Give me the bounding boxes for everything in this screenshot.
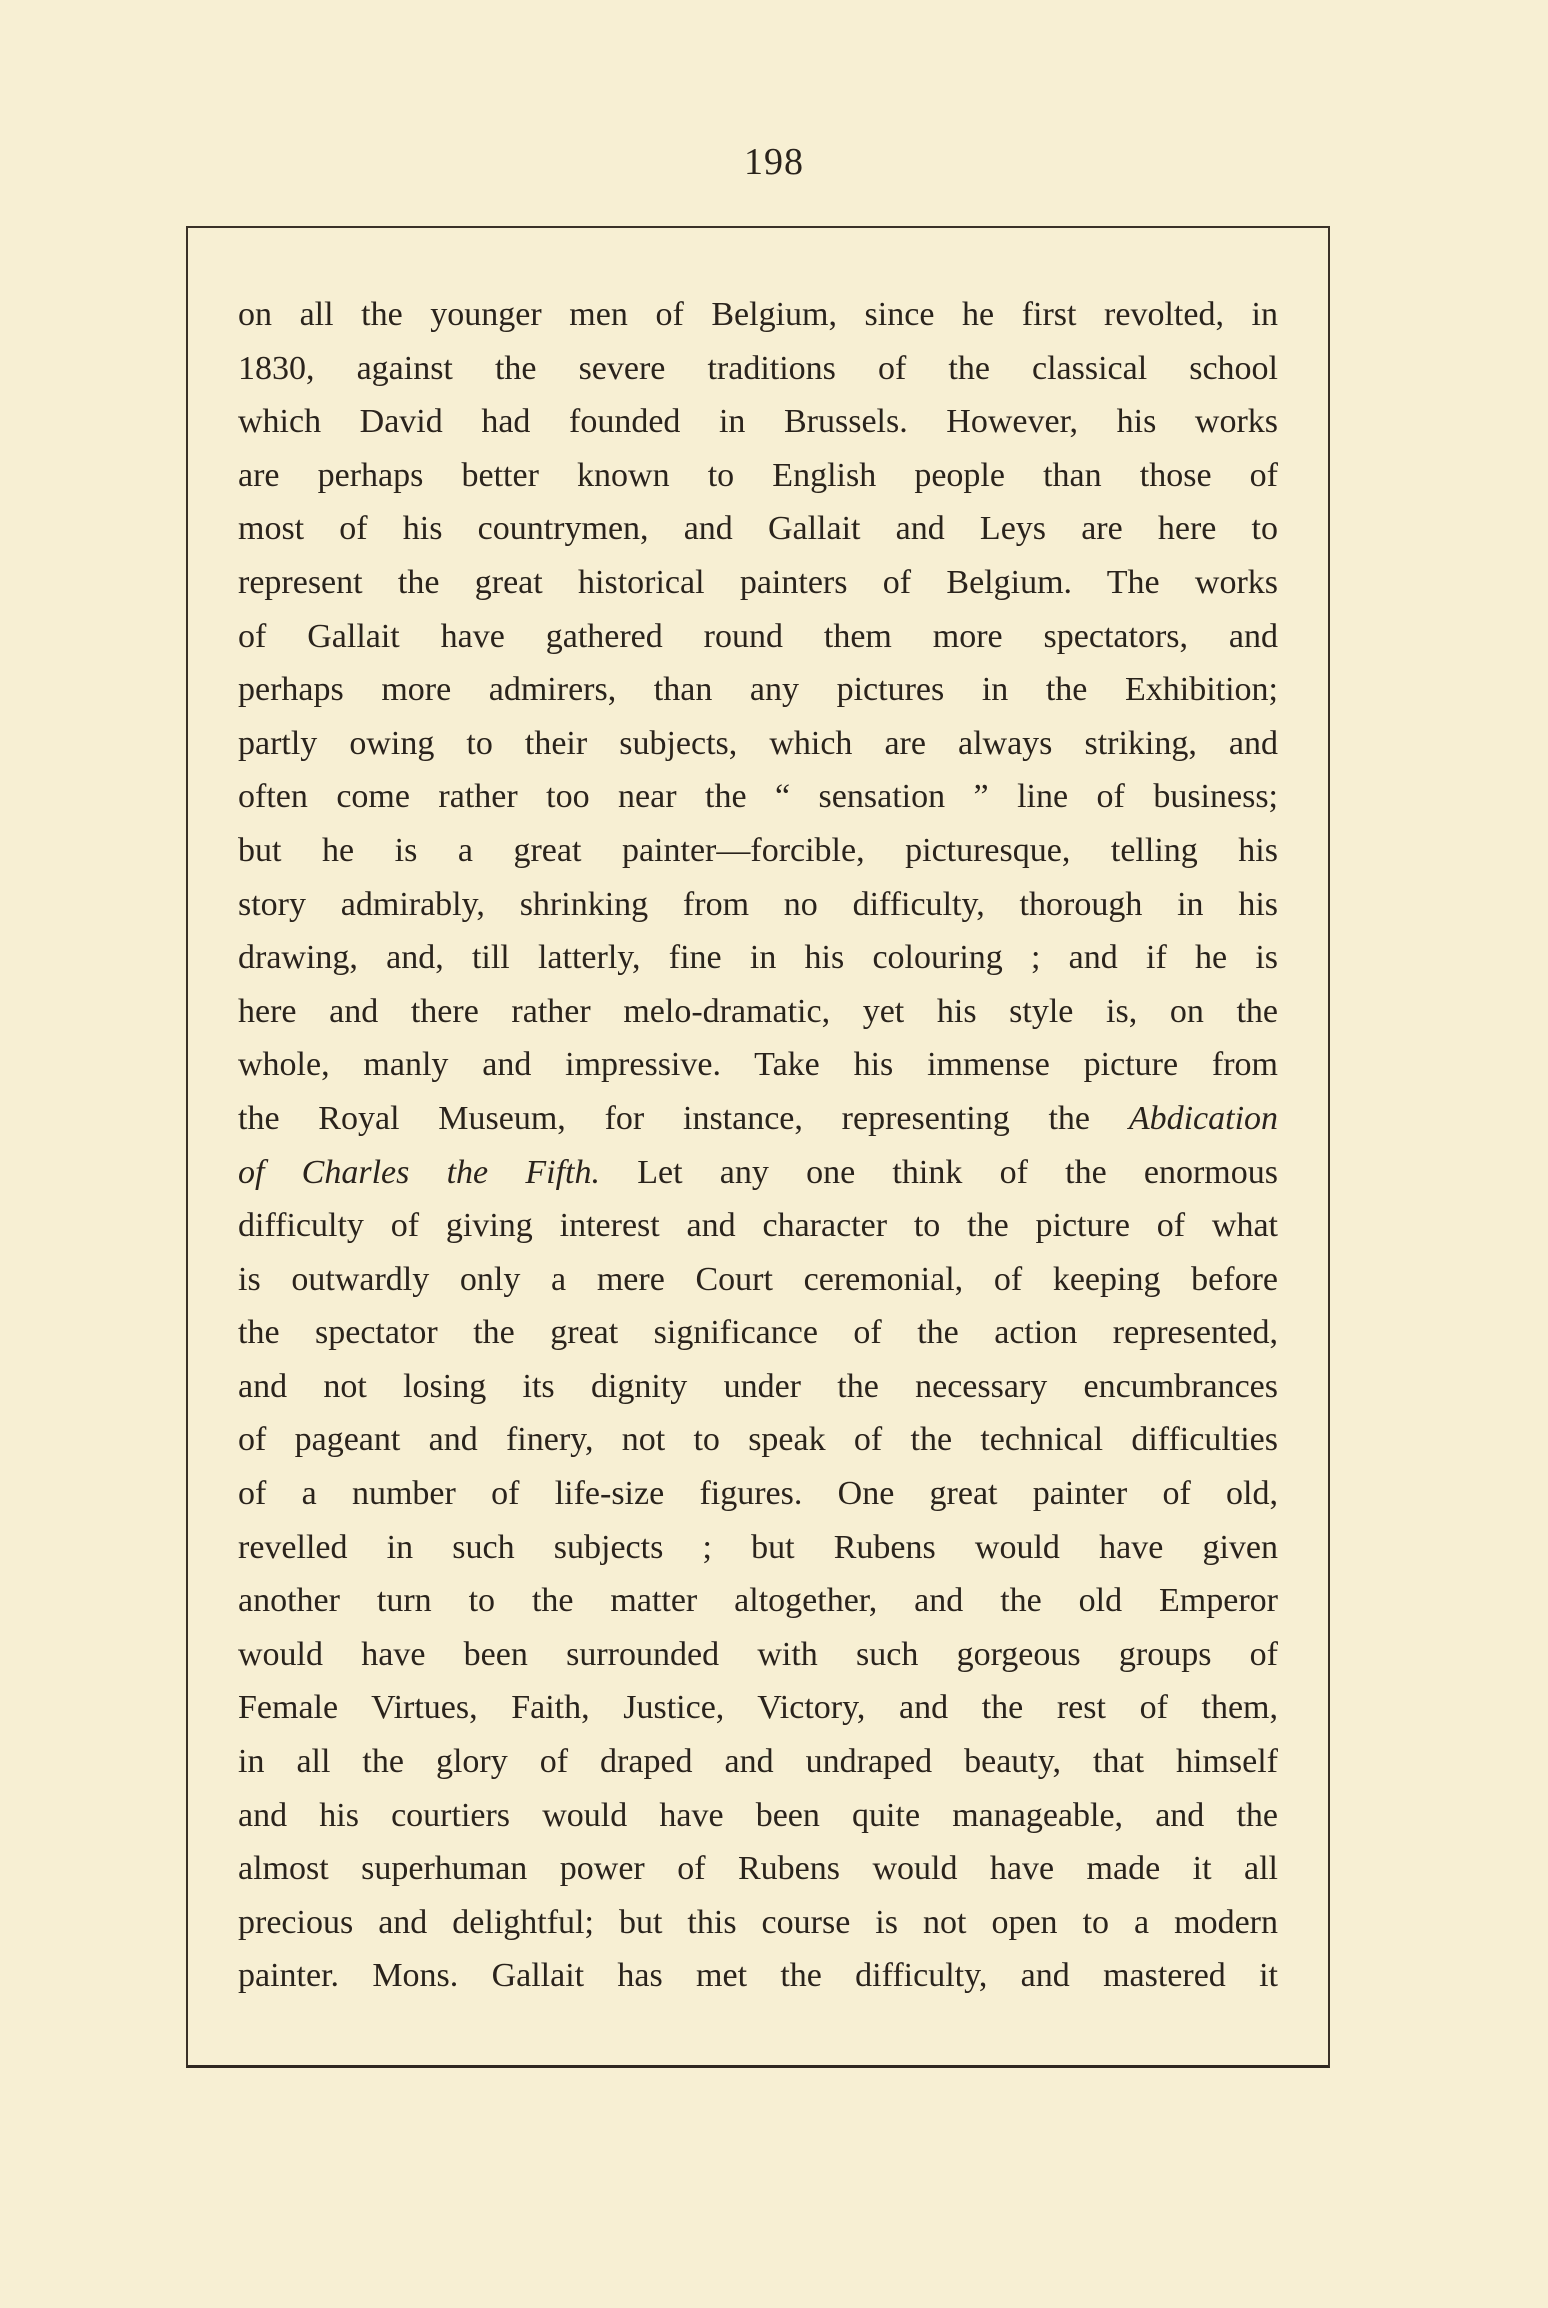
text-line: is outwardly only a mere Court ceremonial, of keeping before bbox=[238, 1260, 1278, 1298]
text-line: difficulty of giving interest and character to the picture of what bbox=[238, 1207, 1278, 1245]
text-line: in all the glory of draped and undraped beauty, that himself bbox=[238, 1743, 1278, 1781]
text-line: almost superhuman power of Rubens would have made it all bbox=[238, 1850, 1278, 1888]
text-line: revelled in such subjects ; but Rubens would have given bbox=[238, 1528, 1278, 1566]
text-line: most of his countrymen, and Gallait and Leys are here to bbox=[238, 510, 1278, 548]
text-line: here and there rather melo-dramatic, yet his style is, on the bbox=[238, 992, 1278, 1030]
text-line: of Gallait have gathered round them more spectators, and bbox=[238, 617, 1278, 655]
text-line: represent the great historical painters of Belgium. The works bbox=[238, 563, 1278, 601]
text-line: the spectator the great significance of the action represented, bbox=[238, 1314, 1278, 1352]
body-text bbox=[238, 288, 1278, 2003]
text-segment: the Royal Museum, for instance, representing the bbox=[238, 1099, 1091, 1137]
italic-title-segment: Abdication bbox=[1128, 1099, 1278, 1137]
text-line: precious and delightful; but this course is not open to a modern bbox=[238, 1903, 1278, 1941]
text-line: of a number of life-size figures. One great painter of old, bbox=[238, 1475, 1278, 1513]
text-line: are perhaps better known to English people than those of bbox=[238, 456, 1278, 494]
text-line: drawing, and, till latterly, fine in his colouring ; and if he is bbox=[238, 939, 1278, 977]
text-line: painter. Mons. Gallait has met the difficulty, and mastered it bbox=[238, 1957, 1278, 1995]
text-line: another turn to the matter altogether, and the old Emperor bbox=[238, 1582, 1278, 1620]
text-line: and his courtiers would have been quite manageable, and the bbox=[238, 1796, 1278, 1834]
page-number: 198 bbox=[744, 141, 804, 183]
text-line: 1830, against the severe traditions of the classical school bbox=[238, 349, 1278, 387]
text-line: Female Virtues, Faith, Justice, Victory, and the rest of them, bbox=[238, 1689, 1278, 1727]
text-line: but he is a great painter—forcible, picturesque, telling his bbox=[238, 831, 1278, 869]
text-line: often come rather too near the “ sensation ” line of business; bbox=[238, 778, 1278, 816]
text-line: partly owing to their subjects, which are always striking, and bbox=[238, 724, 1278, 762]
text-segment: Let any one think of the enormous bbox=[637, 1153, 1278, 1191]
text-line: story admirably, shrinking from no difficulty, thorough in his bbox=[238, 885, 1278, 923]
text-line bbox=[238, 1146, 1278, 1200]
text-line bbox=[238, 1092, 1278, 1146]
italic-title-segment: of Charles the Fifth. bbox=[238, 1153, 600, 1191]
text-line: whole, manly and impressive. Take his immense picture from bbox=[238, 1046, 1278, 1084]
text-line: which David had founded in Brussels. However, his works bbox=[238, 403, 1278, 441]
text-line: of pageant and finery, not to speak of the technical difficulties bbox=[238, 1421, 1278, 1459]
text-line: perhaps more admirers, than any pictures in the Exhibition; bbox=[238, 671, 1278, 709]
text-line: would have been surrounded with such gorgeous groups of bbox=[238, 1635, 1278, 1673]
text-line: on all the younger men of Belgium, since he first revolted, in bbox=[238, 296, 1278, 333]
text-line: and not losing its dignity under the necessary encumbrances bbox=[238, 1367, 1278, 1405]
